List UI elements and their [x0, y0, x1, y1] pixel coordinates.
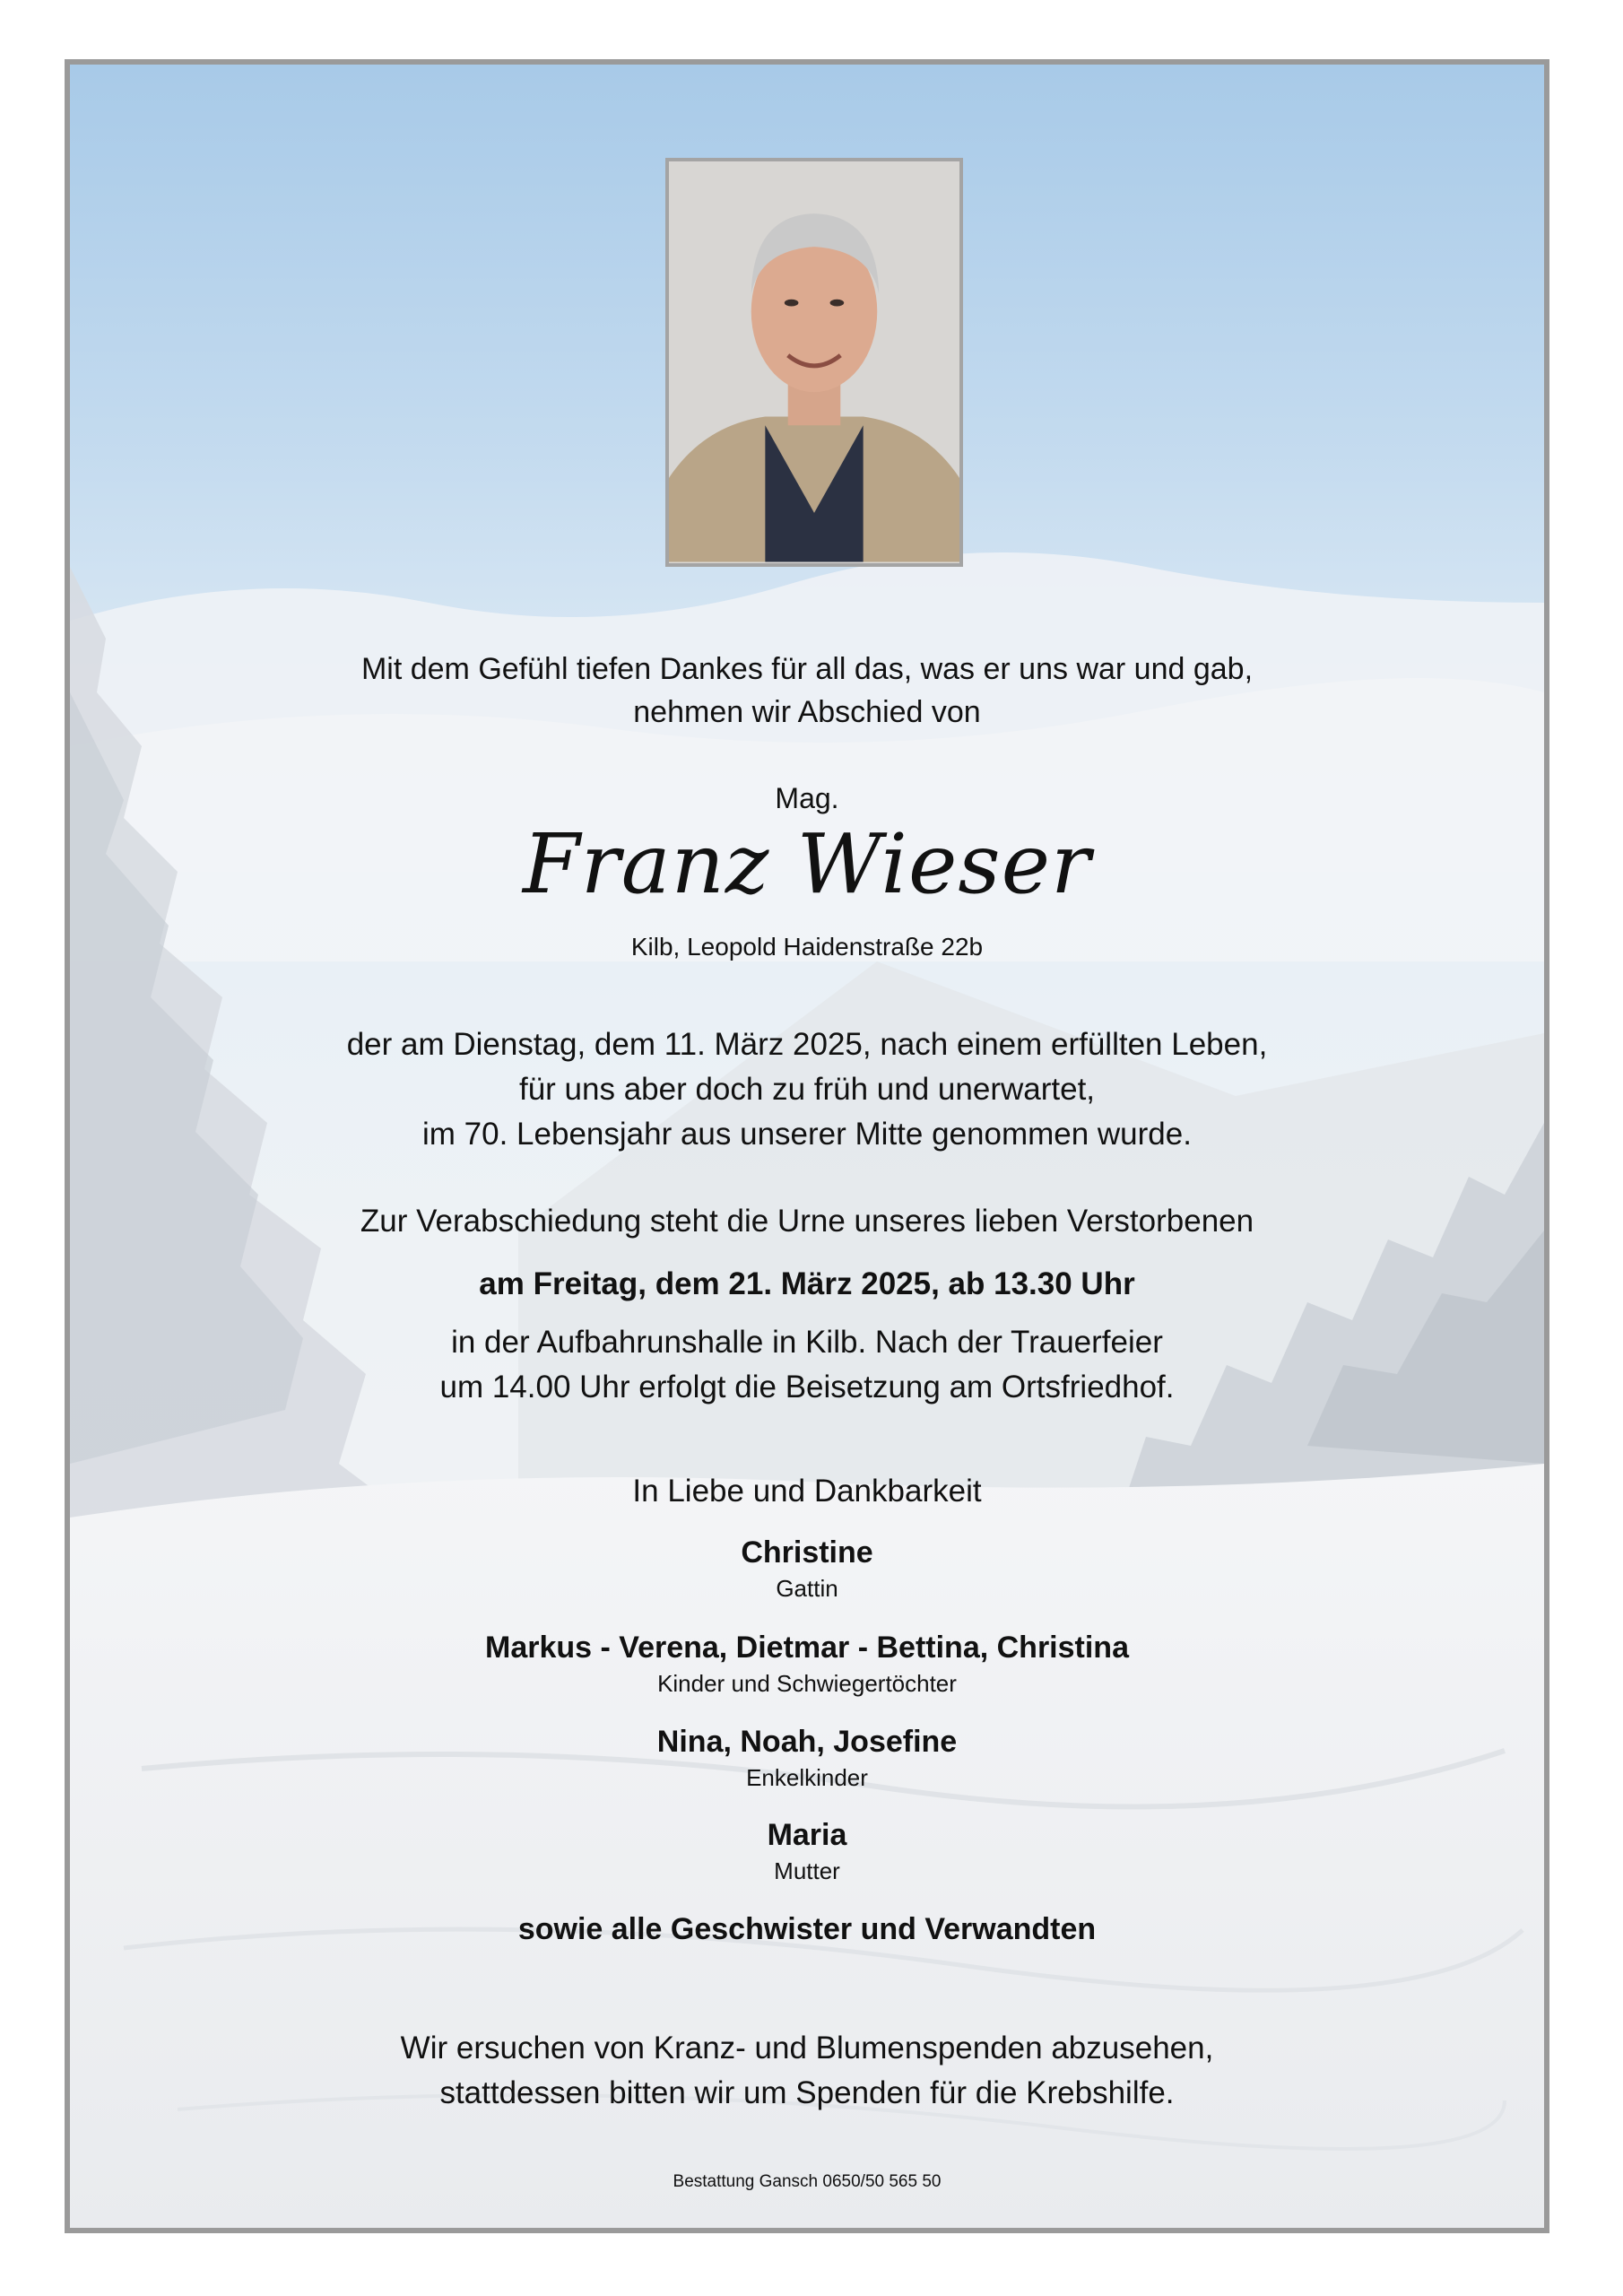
closing-phrase: In Liebe und Dankbarkeit — [632, 1474, 982, 1509]
notice-content — [70, 65, 1544, 2228]
farewell-intro: Zur Verabschiedung steht die Urne unseres lieben Verstorbenen — [360, 1204, 1254, 1239]
mourner-name: Christine — [741, 1535, 873, 1570]
deceased-address: Kilb, Leopold Haidenstraße 22b — [630, 933, 984, 961]
mourner-relation: Kinder und Schwiegertöchter — [657, 1670, 957, 1697]
intro-line-2: nehmen wir Abschied von — [633, 695, 981, 729]
farewell-date: am Freitag, dem 21. März 2025, ab 13.30 Uhr — [479, 1266, 1135, 1301]
deceased-name: Franz Wieser — [522, 816, 1092, 912]
mourner-relation: Enkelkinder — [746, 1764, 868, 1791]
notice-frame — [65, 59, 1549, 2233]
other-mourners: sowie alle Geschwister und Verwandten — [517, 1912, 1097, 1946]
death-notice-line-3: im 70. Lebensjahr aus unserer Mitte genommen wurde. — [422, 1117, 1192, 1152]
farewell-details-line-2: um 14.00 Uhr erfolgt die Beisetzung am Ortsfriedhof. — [439, 1370, 1175, 1405]
mourner-name: Markus - Verena, Dietmar - Bettina, Christina — [485, 1631, 1129, 1665]
mourner-name: Nina, Noah, Josefine — [656, 1725, 958, 1759]
mourner-relation: Gattin — [776, 1575, 838, 1602]
academic-title: Mag. — [775, 782, 839, 814]
portrait-image — [669, 161, 959, 563]
funeral-home-footer: Bestattung Gansch 0650/50 565 50 — [673, 2172, 942, 2191]
intro-line-1: Mit dem Gefühl tiefen Dankes für all das, was er uns war und gab, — [360, 652, 1254, 686]
donation-line-1: Wir ersuchen von Kranz- und Blumenspenden abzusehen, — [400, 2031, 1214, 2066]
death-notice-line-1: der am Dienstag, dem 11. März 2025, nach einem erfüllten Leben, — [346, 1027, 1268, 1062]
farewell-details-line-1: in der Aufbahrunshalle in Kilb. Nach der Trauerfeier — [451, 1325, 1163, 1360]
mourner-relation: Mutter — [774, 1857, 840, 1884]
death-notice-line-2: für uns aber doch zu früh und unerwartet, — [518, 1072, 1096, 1107]
portrait-photo — [665, 158, 963, 567]
mourner-name: Maria — [767, 1818, 847, 1852]
donation-line-2: stattdessen bitten wir um Spenden für die Krebshilfe. — [439, 2075, 1175, 2110]
